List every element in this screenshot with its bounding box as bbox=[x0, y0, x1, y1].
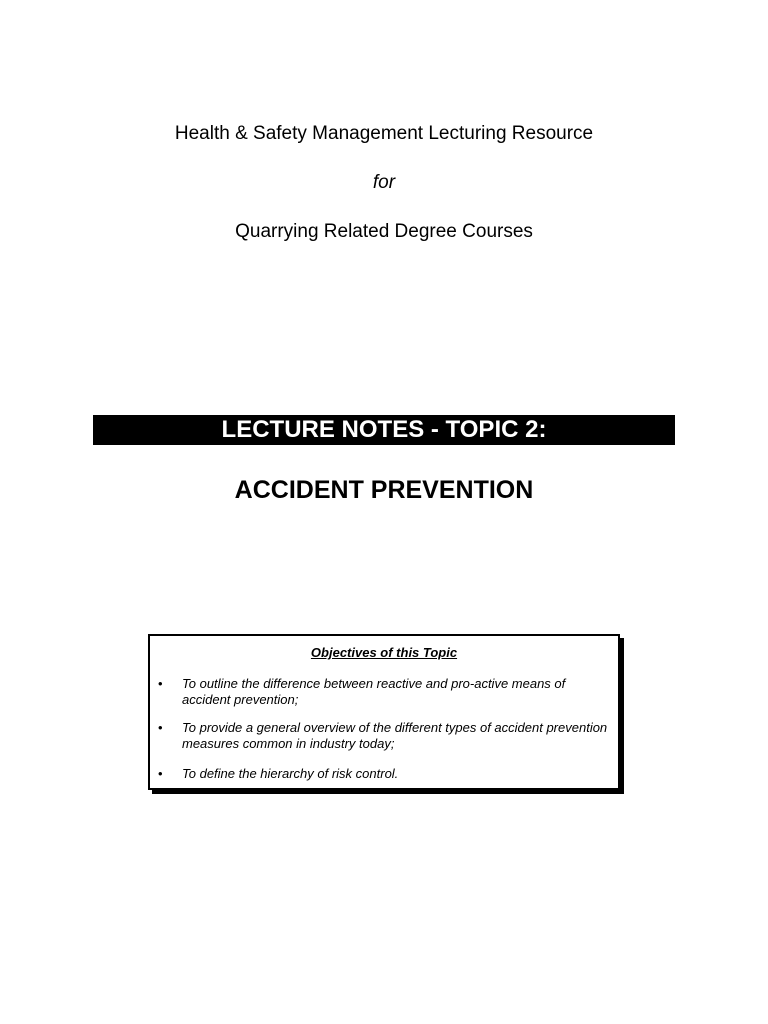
objective-item bbox=[158, 720, 608, 752]
objective-item bbox=[158, 676, 608, 708]
objective-text: To define the hierarchy of risk control. bbox=[182, 766, 399, 781]
lecture-notes-banner: LECTURE NOTES - TOPIC 2: bbox=[93, 415, 675, 445]
topic-title: ACCIDENT PREVENTION bbox=[234, 476, 534, 504]
objectives-box bbox=[148, 634, 620, 790]
objective-text: To outline the difference between reactive and pro-active means of accident prevention; bbox=[182, 676, 566, 707]
for-text: for bbox=[372, 172, 396, 193]
objectives-heading: Objectives of this Topic bbox=[310, 645, 458, 660]
course-title: Quarrying Related Degree Courses bbox=[235, 221, 533, 242]
resource-title: Health & Safety Management Lecturing Resource bbox=[174, 123, 594, 144]
bullet-icon: • bbox=[158, 720, 163, 735]
bullet-icon: • bbox=[158, 766, 163, 781]
objective-item bbox=[158, 766, 608, 782]
objective-text: To provide a general overview of the different types of accident prevention measures common in industry today; bbox=[182, 720, 608, 751]
bullet-icon: • bbox=[158, 676, 163, 691]
